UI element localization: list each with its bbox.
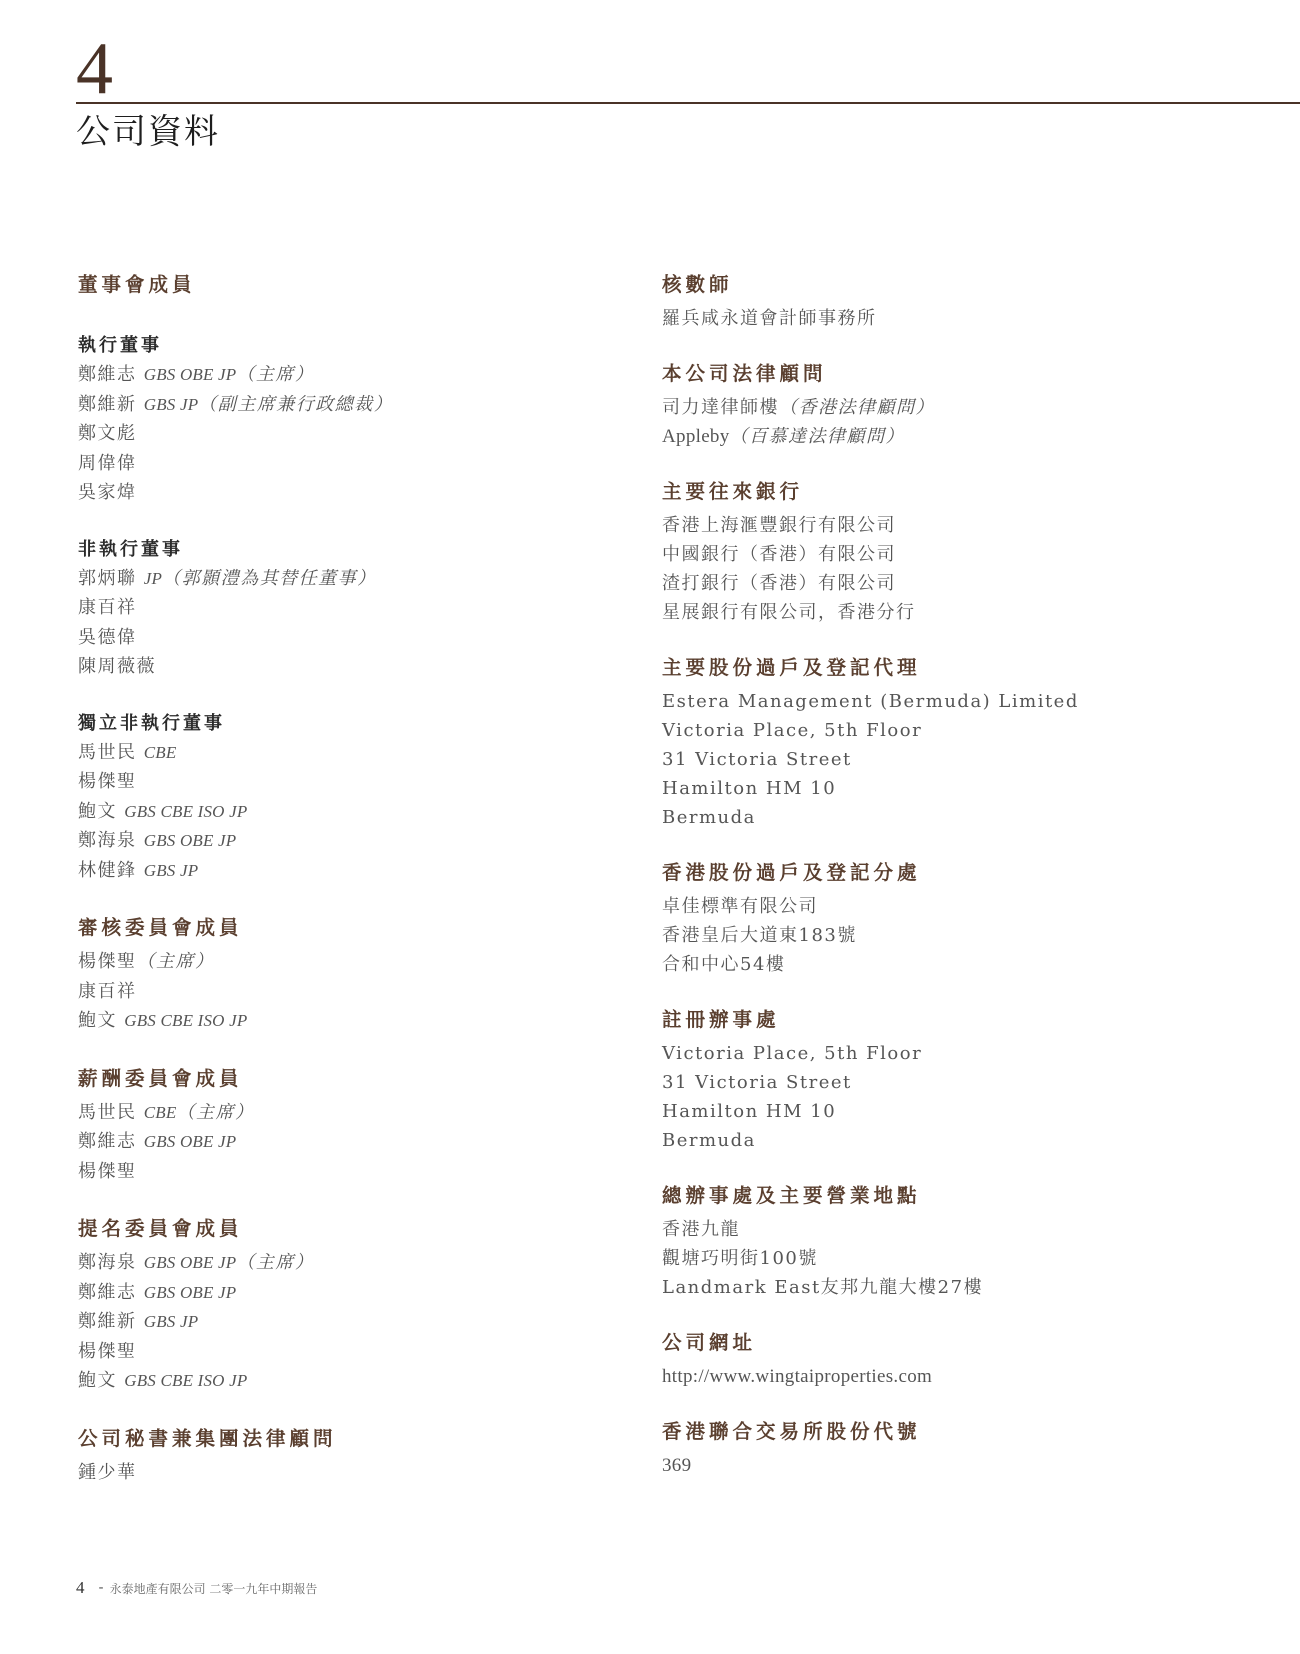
- executive-directors-heading: 執行董事: [78, 335, 162, 356]
- honours: GBS JP: [143, 860, 199, 880]
- honours: GBS CBE ISO JP: [124, 1371, 248, 1390]
- banks-heading: 主要往來銀行: [662, 480, 804, 503]
- role: （主席）: [236, 1252, 315, 1273]
- website-link[interactable]: http://www.wingtaiproperties.com: [662, 1366, 933, 1387]
- list-item: [662, 393, 1262, 422]
- person-name: 鄭海泉: [78, 830, 137, 851]
- independent-directors-heading: 獨立非執行董事: [78, 712, 225, 734]
- honours: JP: [143, 568, 163, 588]
- principal-registrar-address: [662, 687, 1262, 832]
- list-item: 香港皇后大道東183號: [662, 925, 857, 946]
- independent-directors-list: [78, 738, 638, 886]
- list-item: [78, 797, 638, 827]
- role: （香港法律顧問）: [779, 397, 935, 418]
- list-item: Estera Management (Bermuda) Limited: [662, 691, 1079, 712]
- person-name: 鄭維新: [78, 393, 137, 415]
- company-secretary-name: 鍾少華: [78, 1461, 137, 1483]
- registered-office-heading: 註冊辦事處: [662, 1008, 780, 1031]
- honours: CBE: [143, 742, 177, 762]
- role: （主席）: [136, 951, 215, 972]
- list-item: [78, 360, 638, 390]
- honours: GBS JP: [143, 1312, 199, 1331]
- list-item: [78, 652, 638, 682]
- website-heading: 公司網址: [662, 1331, 757, 1354]
- person-name: 鄭文彪: [78, 423, 137, 444]
- list-item: [78, 1278, 638, 1308]
- person-name: 楊傑聖: [78, 1160, 137, 1182]
- chapter-number: 4: [76, 28, 113, 110]
- list-item: [662, 422, 1262, 451]
- person-name: 鮑文: [78, 1010, 117, 1031]
- person-name: 司力達律師樓: [662, 397, 779, 418]
- list-item: [78, 767, 638, 797]
- list-item: Victoria Place, 5th Floor: [662, 1043, 923, 1064]
- principal-registrar-heading: 主要股份過戶及登記代理: [662, 656, 921, 679]
- person-name: 吳德偉: [78, 626, 137, 648]
- person-name: 康百祥: [78, 980, 137, 1002]
- list-item: [78, 1248, 638, 1278]
- nomination-committee-list: [78, 1248, 638, 1396]
- list-item: 香港上海滙豐銀行有限公司: [662, 515, 896, 536]
- registered-office-address: [662, 1039, 1262, 1155]
- company-secretary-heading: 公司秘書兼集團法律顧問: [78, 1426, 337, 1450]
- executive-directors-list: [78, 360, 638, 508]
- person-name: Appleby: [662, 426, 730, 447]
- honours: GBS OBE JP: [143, 365, 237, 384]
- honours: GBS OBE JP: [143, 1132, 237, 1151]
- list-item: [78, 1366, 638, 1396]
- auditor-heading: 核數師: [662, 273, 733, 296]
- person-name: 馬世民: [78, 741, 137, 763]
- person-name: 楊傑聖: [78, 771, 137, 792]
- person-name: 鄭維新: [78, 1311, 137, 1332]
- list-item: 中國銀行（香港）有限公司: [662, 544, 896, 565]
- person-name: 林健鋒: [78, 859, 137, 881]
- audit-committee-list: [78, 947, 638, 1036]
- list-item: Landmark East友邦九龍大樓27樓: [662, 1277, 984, 1298]
- hk-registrar-heading: 香港股份過戶及登記分處: [662, 861, 921, 884]
- list-item: [78, 826, 638, 856]
- person-name: 鄭維志: [78, 1131, 137, 1152]
- honours: GBS OBE JP: [143, 1253, 237, 1272]
- nomination-committee-heading: 提名委員會成員: [78, 1217, 243, 1240]
- non-executive-directors-heading: 非執行董事: [78, 538, 183, 560]
- person-name: 吳家煒: [78, 482, 137, 503]
- right-column: [662, 270, 1262, 1480]
- left-column: [78, 270, 638, 1487]
- stock-code: 369: [662, 1455, 692, 1476]
- list-item: 31 Victoria Street: [662, 1072, 852, 1093]
- person-name: 馬世民: [78, 1101, 137, 1123]
- role: （主席）: [176, 1101, 255, 1123]
- list-item: [78, 1098, 638, 1128]
- role: （副主席兼行政總裁）: [198, 393, 394, 415]
- honours: GBS OBE JP: [143, 831, 237, 850]
- list-item: [78, 419, 638, 449]
- audit-committee-heading: 審核委員會成員: [78, 916, 243, 939]
- footer: [76, 1578, 317, 1598]
- list-item: 合和中心54樓: [662, 954, 786, 975]
- list-item: [78, 593, 638, 623]
- list-item: [78, 977, 638, 1007]
- honours: GBS CBE ISO JP: [124, 801, 248, 821]
- list-item: 星展銀行有限公司，香港分行: [662, 602, 916, 623]
- page-title: 公司資料: [76, 112, 220, 152]
- role: （主席）: [236, 364, 315, 385]
- hk-registrar-address: [662, 892, 1262, 979]
- list-item: 卓佳標準有限公司: [662, 896, 818, 917]
- list-item: [78, 1127, 638, 1157]
- role: （郭顥澧為其替任董事）: [162, 567, 377, 589]
- list-item: [78, 947, 638, 977]
- footer-page-number: 4: [76, 1578, 85, 1597]
- footer-report-title: 永泰地產有限公司 二零一九年中期報告: [109, 1581, 318, 1596]
- list-item: [78, 623, 638, 653]
- remuneration-committee-list: [78, 1098, 638, 1187]
- list-item: 渣打銀行（香港）有限公司: [662, 573, 896, 594]
- person-name: 郭炳聯: [78, 567, 137, 589]
- list-item: [78, 478, 638, 508]
- person-name: 鮑文: [78, 1370, 117, 1391]
- list-item: Victoria Place, 5th Floor: [662, 720, 923, 741]
- list-item: [78, 564, 638, 594]
- head-office-heading: 總辦事處及主要營業地點: [662, 1184, 921, 1207]
- banks-list: [662, 511, 1262, 627]
- list-item: Hamilton HM 10: [662, 1101, 837, 1122]
- list-item: 香港九龍: [662, 1219, 740, 1240]
- list-item: Bermuda: [662, 807, 756, 828]
- honours: GBS OBE JP: [143, 1282, 237, 1302]
- remuneration-committee-heading: 薪酬委員會成員: [78, 1066, 243, 1090]
- board-heading: 董事會成員: [78, 273, 196, 296]
- honours: CBE: [143, 1102, 177, 1122]
- head-office-address: [662, 1215, 1262, 1302]
- list-item: [78, 1307, 638, 1337]
- list-item: Bermuda: [662, 1130, 756, 1151]
- list-item: [78, 1337, 638, 1367]
- list-item: Hamilton HM 10: [662, 778, 837, 799]
- non-executive-directors-list: [78, 564, 638, 682]
- list-item: [78, 738, 638, 768]
- list-item: [78, 1006, 638, 1036]
- header-divider: [76, 102, 1300, 104]
- legal-advisers-heading: 本公司法律顧問: [662, 362, 827, 385]
- stock-code-heading: 香港聯合交易所股份代號: [662, 1420, 921, 1443]
- person-name: 鄭海泉: [78, 1252, 137, 1273]
- list-item: [78, 856, 638, 886]
- list-item: 31 Victoria Street: [662, 749, 852, 770]
- person-name: 陳周薇薇: [78, 656, 156, 677]
- list-item: 觀塘巧明街100號: [662, 1248, 818, 1269]
- list-item: [78, 449, 638, 479]
- person-name: 鮑文: [78, 800, 117, 822]
- honours: GBS JP: [143, 394, 199, 414]
- role: （百慕達法律顧問）: [729, 426, 906, 447]
- list-item: [78, 1157, 638, 1187]
- person-name: 鄭維志: [78, 364, 137, 385]
- person-name: 楊傑聖: [78, 951, 137, 972]
- legal-advisers-list: [662, 393, 1262, 451]
- honours: GBS CBE ISO JP: [124, 1011, 248, 1030]
- person-name: 周偉偉: [78, 452, 137, 474]
- list-item: [78, 390, 638, 420]
- person-name: 楊傑聖: [78, 1340, 137, 1362]
- auditor-name: 羅兵咸永道會計師事務所: [662, 308, 877, 329]
- person-name: 康百祥: [78, 597, 137, 618]
- person-name: 鄭維志: [78, 1281, 137, 1303]
- footer-dash: -: [98, 1580, 104, 1596]
